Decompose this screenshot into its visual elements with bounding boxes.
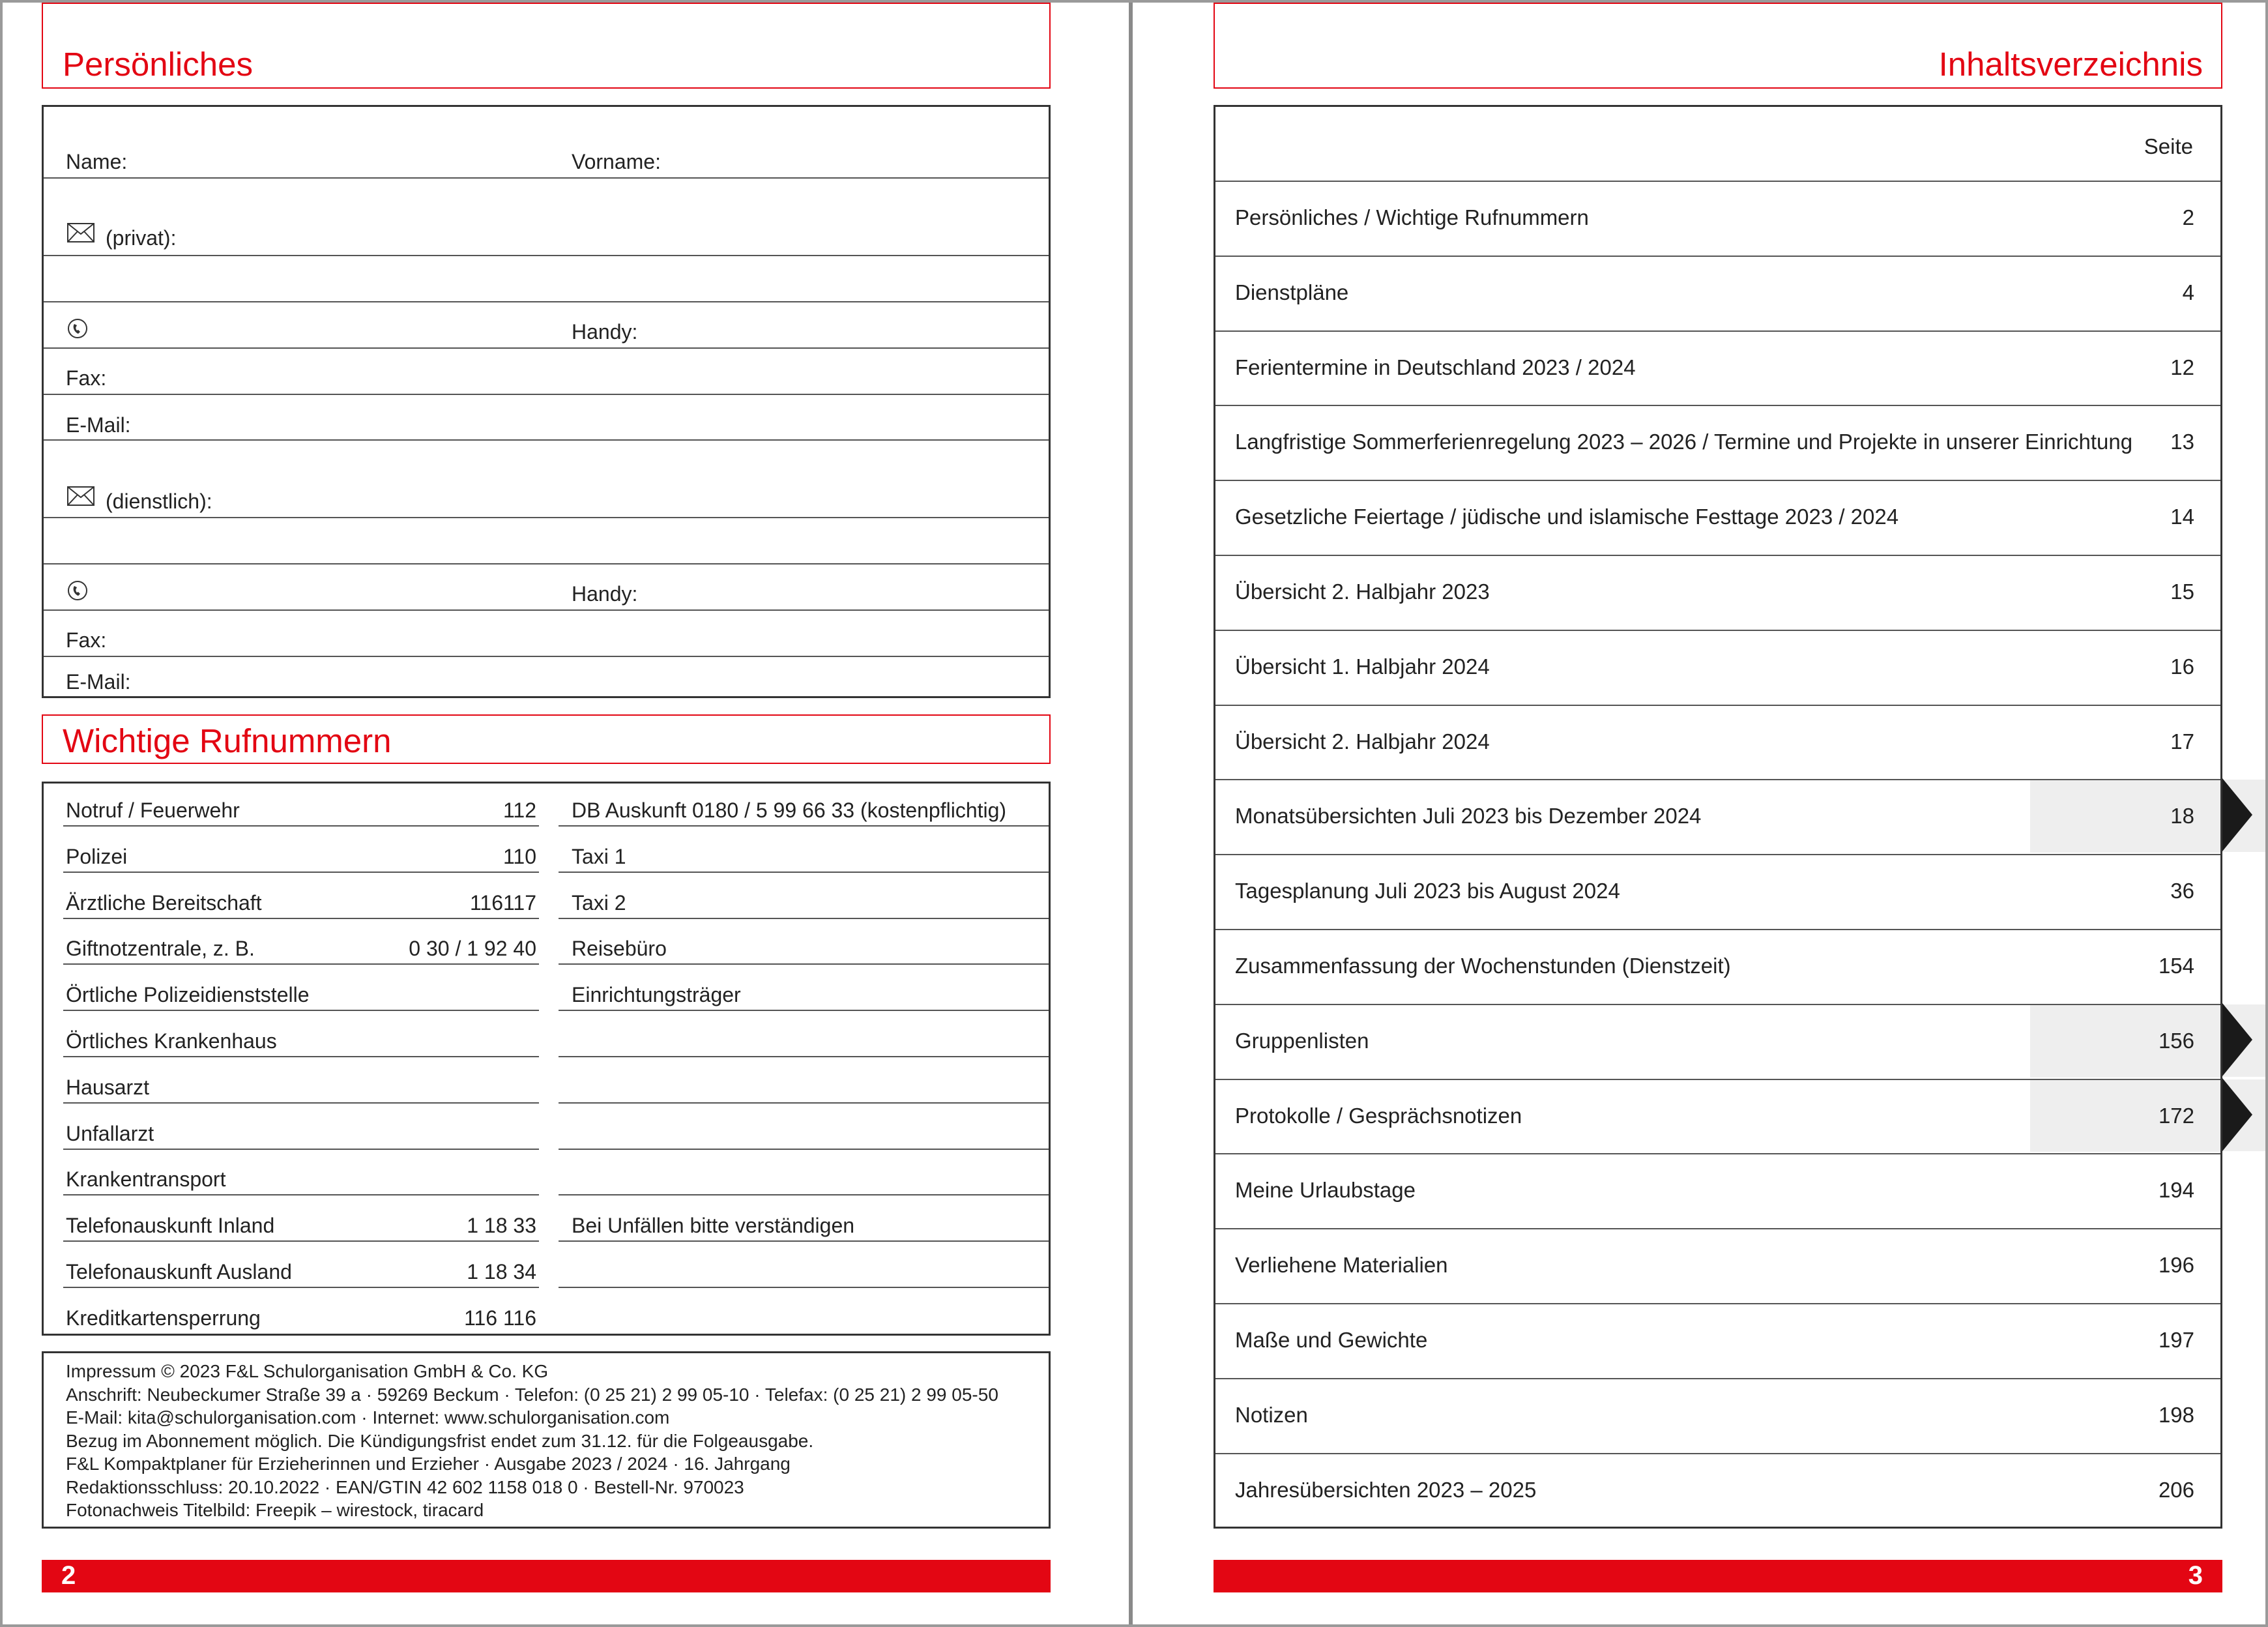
envelope-icon: [67, 486, 94, 506]
toc-page-number: 13: [2170, 430, 2194, 454]
emergency-label: Krankentransport: [66, 1167, 226, 1192]
toc-row[interactable]: [1215, 1004, 2222, 1079]
private-label: (privat):: [106, 226, 177, 250]
divider: [44, 301, 1049, 302]
emergency-label: Unfallarzt: [66, 1121, 154, 1145]
divider: [63, 1056, 539, 1057]
emergency-number: 110: [502, 844, 536, 868]
toc-label: Gruppenlisten: [1235, 1028, 1369, 1053]
emergency-label: Giftnotzentrale, z. B.: [66, 937, 255, 961]
tab-arrow-icon[interactable]: [2222, 1078, 2252, 1151]
divider: [44, 517, 1049, 518]
page-number: 3: [2188, 1561, 2203, 1590]
divider: [559, 1287, 1049, 1288]
toc-page-number: 14: [2170, 505, 2194, 529]
toc-page-number: 197: [2158, 1328, 2194, 1352]
contact-label: Einrichtungsträger: [572, 983, 741, 1007]
dienstlich-label: (dienstlich):: [106, 490, 212, 513]
toc-row[interactable]: [1215, 779, 2222, 854]
toc-label: Gesetzliche Feiertage / jüdische und islamische Festtage 2023 / 2024: [1235, 505, 1899, 529]
divider: [44, 563, 1049, 564]
envelope-icon: [67, 223, 94, 242]
personal-data-box: [42, 105, 1051, 698]
tab-arrow-icon[interactable]: [2222, 1003, 2252, 1076]
toc-title-box: [1214, 3, 2222, 89]
toc-label: Dienstpläne: [1235, 280, 1349, 304]
toc-page-number: 154: [2158, 954, 2194, 978]
divider: [63, 963, 539, 965]
toc-page-number: 4: [2182, 280, 2194, 304]
toc-page-number: 172: [2158, 1103, 2194, 1128]
toc-row[interactable]: [1215, 1153, 2222, 1228]
toc-row[interactable]: [1215, 630, 2222, 705]
page-number: 2: [61, 1561, 76, 1590]
toc-row[interactable]: [1215, 405, 2222, 480]
toc-row[interactable]: [1215, 256, 2222, 330]
toc-box: [1214, 105, 2222, 1529]
fax-label: Fax:: [66, 366, 107, 390]
divider: [63, 1194, 539, 1195]
right-page: [1133, 0, 2268, 1627]
divider: [63, 918, 539, 919]
emergency-label: Kreditkartensperrung: [66, 1306, 261, 1330]
divider: [559, 918, 1049, 919]
telephone-icon: [67, 318, 88, 339]
toc-label: Zusammenfassung der Wochenstunden (Dienstzeit): [1235, 954, 1731, 978]
contact-label: Reisebüro: [572, 937, 667, 961]
toc-label: Tagesplanung Juli 2023 bis August 2024: [1235, 879, 1620, 903]
seite-header: Seite: [2144, 134, 2193, 158]
emergency-label: Telefonauskunft Inland: [66, 1214, 275, 1238]
toc-page-number: 198: [2158, 1402, 2194, 1427]
page-number-bar: [1214, 1560, 2222, 1592]
personal-title: Persönliches: [63, 46, 253, 83]
toc-row[interactable]: [1215, 1453, 2222, 1528]
divider: [559, 1056, 1049, 1057]
email-label: E-Mail:: [66, 670, 131, 694]
divider: [44, 255, 1049, 256]
handy-label: Handy:: [572, 320, 638, 344]
numbers-title: Wichtige Rufnummern: [63, 722, 392, 759]
emergency-label: Notruf / Feuerwehr: [66, 799, 240, 822]
toc-row[interactable]: [1215, 929, 2222, 1004]
toc-page-number: 12: [2170, 355, 2194, 379]
toc-row[interactable]: [1215, 181, 2222, 256]
emergency-number: 116 116: [464, 1306, 536, 1330]
divider: [63, 1010, 539, 1011]
toc-label: Protokolle / Gesprächsnotizen: [1235, 1103, 1522, 1128]
emergency-label: Ärztliche Bereitschaft: [66, 890, 262, 915]
divider: [44, 394, 1049, 395]
toc-label: Übersicht 2. Halbjahr 2024: [1235, 729, 1490, 754]
vorname-label: Vorname:: [572, 150, 661, 173]
emergency-label: Örtliches Krankenhaus: [66, 1029, 277, 1053]
toc-page-number: 18: [2170, 804, 2194, 828]
divider: [63, 825, 539, 827]
impressum-line: Anschrift: Neubeckumer Straße 39 a · 59269 Beckum · Telefon: (0 25 21) 2 99 05-10 · Telefax: (0 25 21) 2 99 05-50: [66, 1384, 998, 1405]
personal-title-box: [42, 3, 1051, 89]
divider: [44, 347, 1049, 349]
toc-row[interactable]: [1215, 854, 2222, 929]
toc-page-number: 156: [2158, 1028, 2194, 1053]
impressum-box: [42, 1351, 1051, 1529]
toc-page-number: 194: [2158, 1178, 2194, 1203]
emergency-label: Polizei: [66, 844, 128, 868]
impressum-text: [66, 1360, 998, 1522]
emergency-label: Telefonauskunft Ausland: [66, 1260, 292, 1283]
toc-label: Verliehene Materialien: [1235, 1253, 1448, 1278]
toc-label: Übersicht 2. Halbjahr 2023: [1235, 579, 1490, 604]
toc-label: Übersicht 1. Halbjahr 2024: [1235, 654, 1490, 679]
divider: [559, 1194, 1049, 1195]
divider: [44, 656, 1049, 657]
emergency-number: 116117: [469, 890, 536, 915]
toc-label: Persönliches / Wichtige Rufnummern: [1235, 205, 1589, 229]
toc-page-number: 16: [2170, 654, 2194, 679]
tab-arrow-icon[interactable]: [2222, 778, 2252, 851]
fax-label: Fax:: [66, 628, 107, 652]
divider: [559, 963, 1049, 965]
toc-label: Meine Urlaubstage: [1235, 1178, 1416, 1203]
divider: [63, 1102, 539, 1104]
toc-label: Ferientermine in Deutschland 2023 / 2024: [1235, 355, 1636, 379]
contact-label: Bei Unfällen bitte verständigen: [572, 1214, 855, 1238]
divider: [559, 872, 1049, 873]
emergency-number: 112: [502, 799, 536, 822]
divider: [44, 609, 1049, 611]
toc-row[interactable]: [1215, 555, 2222, 630]
numbers-title-box: [42, 714, 1051, 764]
toc-title: Inhaltsverzeichnis: [1938, 46, 2203, 83]
toc-row[interactable]: [1215, 480, 2222, 555]
divider: [63, 1240, 539, 1242]
emergency-label: Hausarzt: [66, 1075, 150, 1099]
handy-label: Handy:: [572, 582, 638, 606]
toc-page-number: 2: [2182, 205, 2194, 229]
emergency-number: 1 18 33: [467, 1214, 536, 1238]
impressum-line: Bezug im Abonnement möglich. Die Kündigungsfrist endet zum 31.12. für die Folgeausgabe.: [66, 1430, 814, 1451]
toc-row[interactable]: [1215, 1378, 2222, 1453]
divider: [44, 177, 1049, 179]
toc-label: Jahresübersichten 2023 – 2025: [1235, 1477, 1537, 1502]
divider: [63, 1149, 539, 1150]
impressum-line: Impressum © 2023 F&L Schulorganisation GmbH & Co. KG: [66, 1361, 549, 1381]
toc-page-number: 206: [2158, 1477, 2194, 1502]
toc-page-number: 36: [2170, 879, 2194, 903]
contact-label: Taxi 1: [572, 844, 626, 868]
toc-label: Notizen: [1235, 1402, 1308, 1427]
toc-row[interactable]: [1215, 330, 2222, 405]
toc-label: Langfristige Sommerferienregelung 2023 – 2026 / Termine und Projekte in unserer Einrichtung: [1235, 430, 2133, 454]
emergency-number: 0 30 / 1 92 40: [409, 937, 536, 961]
contact-label: DB Auskunft 0180 / 5 99 66 33 (kostenpflichtig): [572, 799, 1007, 822]
impressum-line: F&L Kompaktplaner für Erzieherinnen und Erzieher · Ausgabe 2023 / 2024 · 16. Jahrgang: [66, 1454, 791, 1474]
divider: [559, 825, 1049, 827]
toc-label: Monatsübersichten Juli 2023 bis Dezember 2024: [1235, 804, 1702, 828]
toc-row[interactable]: [1215, 1228, 2222, 1303]
toc-row[interactable]: [1215, 1079, 2222, 1154]
toc-page-number: 196: [2158, 1253, 2194, 1278]
toc-page-number: 17: [2170, 729, 2194, 754]
divider: [559, 1010, 1049, 1011]
numbers-box: [42, 782, 1051, 1336]
email-label: E-Mail:: [66, 413, 131, 437]
divider: [559, 1240, 1049, 1242]
divider: [63, 872, 539, 873]
name-label: Name:: [66, 150, 128, 173]
divider: [559, 1149, 1049, 1150]
contact-label: Taxi 2: [572, 890, 626, 915]
impressum-line: E-Mail: kita@schulorganisation.com · Internet: www.schulorganisation.com: [66, 1407, 670, 1428]
impressum-line: Fotonachweis Titelbild: Freepik – wirestock, tiracard: [66, 1500, 484, 1520]
divider: [44, 439, 1049, 441]
toc-label: Maße und Gewichte: [1235, 1328, 1428, 1352]
impressum-line: Redaktionsschluss: 20.10.2022 · EAN/GTIN 42 602 1158 018 0 · Bestell-Nr. 970023: [66, 1476, 744, 1497]
left-page: [0, 0, 1133, 1627]
toc-page-number: 15: [2170, 579, 2194, 604]
telephone-icon: [67, 580, 88, 601]
divider: [63, 1287, 539, 1288]
toc-row[interactable]: [1215, 1303, 2222, 1378]
emergency-number: 1 18 34: [467, 1260, 536, 1283]
emergency-label: Örtliche Polizeidienststelle: [66, 983, 310, 1007]
divider: [559, 1102, 1049, 1104]
page-number-bar: [42, 1560, 1051, 1592]
toc-row[interactable]: [1215, 705, 2222, 780]
